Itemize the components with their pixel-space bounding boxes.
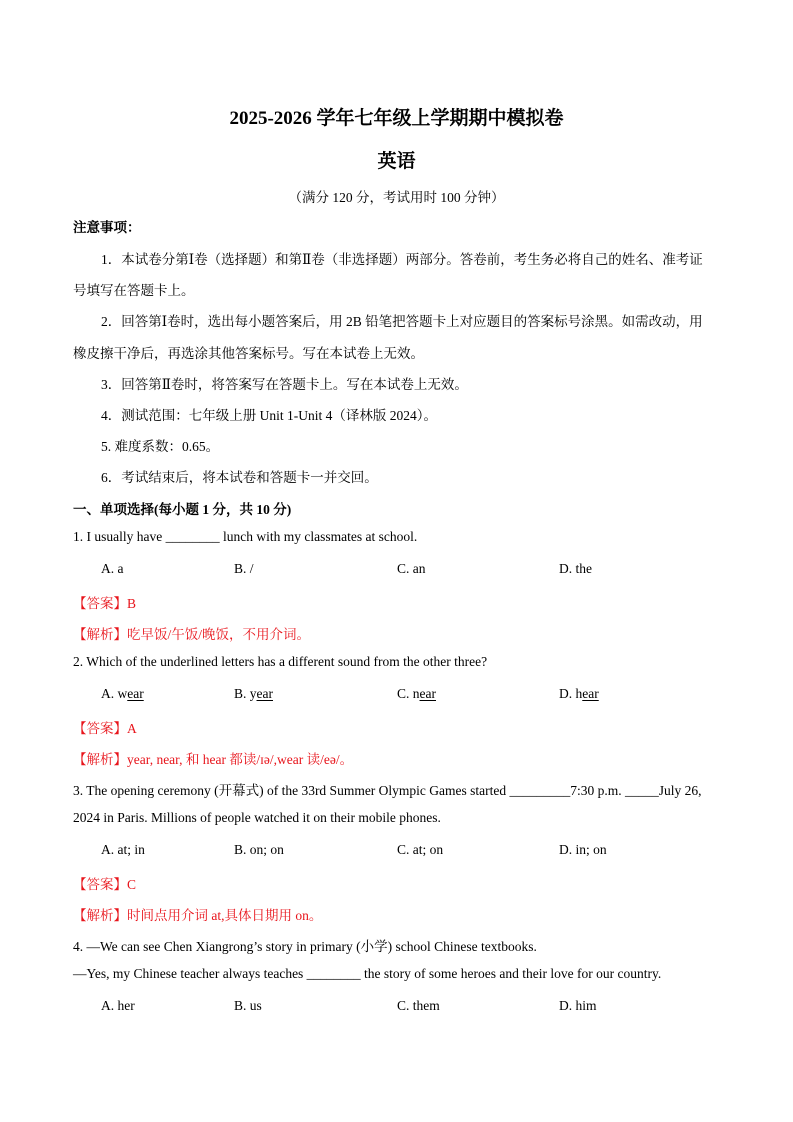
notice-item: 3．回答第Ⅱ卷时，将答案写在答题卡上。写在本试卷上无效。 (101, 377, 468, 392)
option-b: B. us (234, 998, 262, 1013)
option-b: B. / (234, 561, 254, 576)
section-heading: 一、单项选择(每小题 1 分，共 10 分) (73, 502, 292, 517)
question-stem: 4. —We can see Chen Xiangrong’s story in primary (小学) school Chinese textbooks. (73, 939, 537, 954)
option-c: C. near (397, 686, 436, 701)
analysis-label: 【解析】吃早饭/午饭/晚饭，不用介词。 (73, 627, 311, 642)
option-c: C. at; on (397, 842, 444, 857)
question-stem: 3. The opening ceremony (开幕式) of the 33rd Summer Olympic Games started _________7:30 p.m. _____July 26, (73, 783, 702, 798)
notice-item: 5. 难度系数：0.65。 (101, 439, 220, 454)
option-a: A. at; in (101, 842, 145, 857)
answer-label: 【答案】A (73, 721, 137, 736)
option-b: B. on; on (234, 842, 284, 857)
option-c: C. them (397, 998, 440, 1013)
question-stem-continued: 2024 in Paris. Millions of people watched it on their mobile phones. (73, 810, 441, 825)
analysis-label: 【解析】时间点用介词 at,具体日期用 on。 (73, 908, 323, 923)
option-d: D. him (559, 998, 597, 1013)
exam-title: 2025-2026 学年七年级上学期期中模拟卷 (229, 108, 564, 129)
notice-item: 号填写在答题卡上。 (73, 283, 195, 298)
option-a: A. her (101, 998, 135, 1013)
option-d: D. the (559, 561, 592, 576)
option-a: A. a (101, 561, 124, 576)
option-d: D. hear (559, 686, 599, 701)
notice-item: 4．测试范围：七年级上册 Unit 1-Unit 4（译林版 2024）。 (101, 408, 437, 423)
subject-title: 英语 (377, 151, 416, 172)
option-d: D. in; on (559, 842, 607, 857)
option-c: C. an (397, 561, 426, 576)
notice-item: 1．本试卷分第Ⅰ卷（选择题）和第Ⅱ卷（非选择题）两部分。答卷前，考生务必将自己的姓名、准考证 (101, 252, 703, 267)
notice-item: 2．回答第Ⅰ卷时，选出每小题答案后，用 2B 铅笔把答题卡上对应题目的答案标号涂黑。如需改动，用 (101, 314, 703, 329)
score-note: （满分 120 分，考试用时 100 分钟） (288, 190, 505, 205)
notice-heading: 注意事项： (73, 220, 141, 235)
analysis-label: 【解析】year, near, 和 hear 都读/ɪə/,wear 读/eə/。 (73, 752, 354, 767)
question-stem: 2. Which of the underlined letters has a different sound from the other three? (73, 654, 488, 669)
answer-label: 【答案】C (73, 877, 137, 892)
question-stem: 1. I usually have ________ lunch with my classmates at school. (73, 529, 418, 544)
notice-item: 橡皮擦干净后，再选涂其他答案标号。写在本试卷上无效。 (73, 346, 424, 361)
notice-item: 6．考试结束后，将本试卷和答题卡一并交回。 (101, 470, 378, 485)
option-b: B. year (234, 686, 273, 701)
question-stem-continued: —Yes, my Chinese teacher always teaches ________ the story of some heroes and their love for our country. (73, 966, 662, 981)
option-a: A. wear (101, 686, 144, 701)
answer-label: 【答案】B (73, 596, 137, 611)
